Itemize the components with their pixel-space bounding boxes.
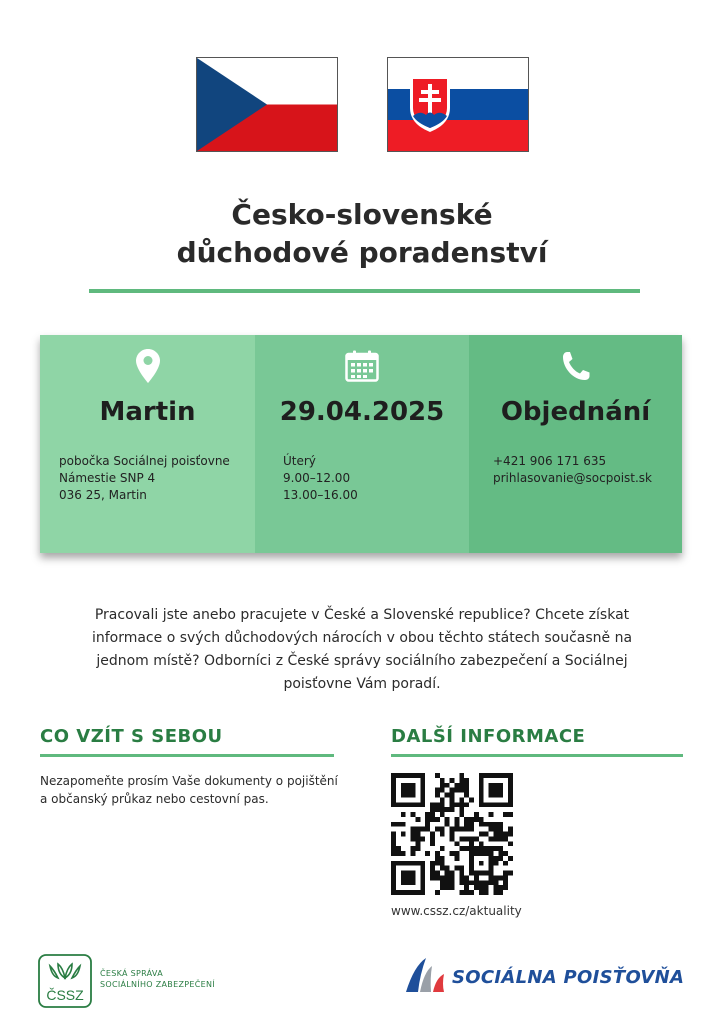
cssz-logo-text: ČSSZ — [46, 987, 84, 1003]
contact-card — [469, 335, 682, 553]
location-card — [40, 335, 255, 553]
socialna-poistovna-name: SOCIÁLNA POISŤOVŇA — [452, 967, 685, 988]
location-heading: Martin — [99, 397, 196, 427]
contact-details — [493, 453, 652, 487]
location-address — [59, 453, 230, 504]
title-line-1: Česko-slovenské — [231, 198, 493, 231]
date-day: Úterý — [283, 454, 316, 468]
calendar-icon — [255, 346, 469, 386]
address-line: 036 25, Martin — [59, 488, 147, 502]
address-line: pobočka Sociálnej poisťovne — [59, 454, 230, 468]
contact-heading: Objednání — [500, 397, 651, 427]
more-info-divider — [391, 754, 683, 757]
more-info-heading: DALŠÍ INFORMACE — [391, 726, 586, 747]
cssz-name-line-2: SOCIÁLNÍHO ZABEZPEČENÍ — [100, 980, 215, 989]
location-pin-icon — [40, 346, 255, 386]
page-title — [0, 196, 724, 272]
socialna-poistovna-logo-icon — [404, 956, 446, 994]
time-slot: 13.00–16.00 — [283, 488, 358, 502]
phone-icon — [469, 346, 682, 386]
cssz-name-line-1: ČESKÁ SPRÁVA — [100, 969, 163, 978]
date-details — [283, 453, 358, 504]
intro-paragraph: Pracovali jste anebo pracujete v České a Slovenské republice? Chcete získat informace o svých důchodových nárocích v obou těchto státech současně na jednom místě? Odborníci z České správy sociálního zabezpečení a Sociálnej poisťovne Vám poradí. — [91, 607, 633, 692]
title-line-2: důchodové poradenství — [176, 236, 548, 269]
bring-text: Nezapomeňte prosím Vaše dokumenty o pojištění a občanský průkaz nebo cestovní pas. — [40, 774, 338, 806]
time-slot: 9.00–12.00 — [283, 471, 351, 485]
qr-code-icon[interactable] — [391, 773, 513, 895]
slovak-flag-icon — [387, 57, 529, 152]
info-panel — [40, 335, 682, 553]
info-url-link[interactable]: www.cssz.cz/aktuality — [391, 904, 522, 918]
date-heading: 29.04.2025 — [279, 397, 445, 427]
cssz-name — [100, 968, 215, 990]
address-line: Námestie SNP 4 — [59, 471, 156, 485]
bring-divider — [40, 754, 334, 757]
date-card — [255, 335, 469, 553]
czech-flag-icon — [196, 57, 338, 152]
title-divider — [89, 289, 640, 293]
phone-number[interactable]: +421 906 171 635 — [493, 454, 607, 468]
bring-heading: CO VZÍT S SEBOU — [40, 726, 223, 747]
email-address[interactable]: prihlasovanie@socpoist.sk — [493, 471, 653, 485]
cssz-logo — [38, 954, 92, 1008]
